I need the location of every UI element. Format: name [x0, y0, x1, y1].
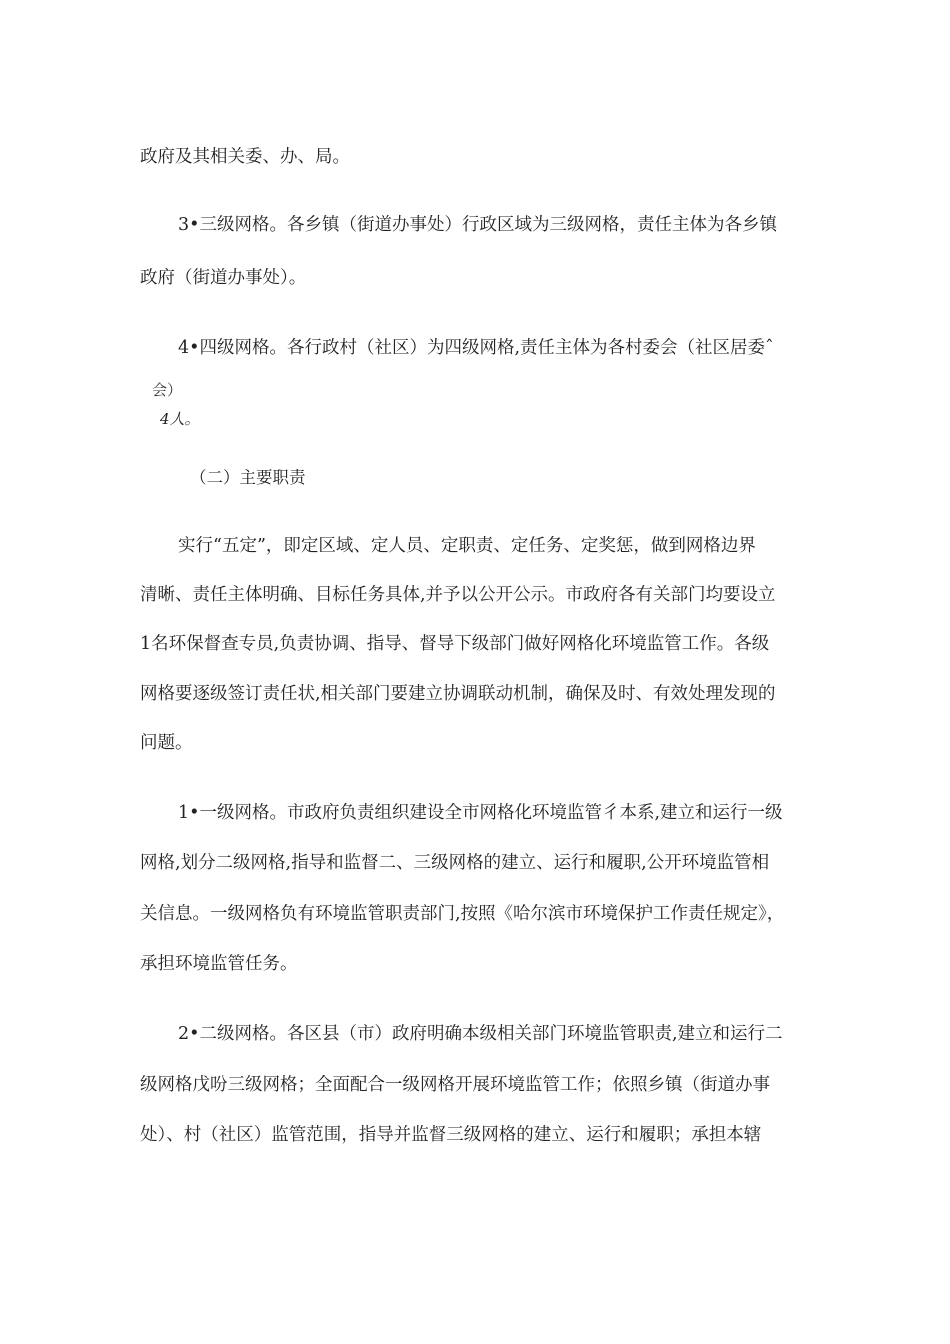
text-line: 1•一级网格。市政府负责组织建设全市网格化环境监管彳本系,建立和运行一级	[178, 803, 783, 823]
text-line: 1名环保督查专员,负责协调、指导、督导下级部门做好网格化环境监管工作。各级	[140, 634, 770, 654]
text-line: 网格,划分二级网格,指导和监督二、三级网格的建立、运行和履职,公开环境监管相	[140, 853, 770, 873]
text-line: 会）	[152, 381, 183, 399]
text-line: 4人。	[160, 410, 200, 428]
text-line: 级网格戊吩三级网格；全面配合一级网格开展环境监管工作；依照乡镇（街道办事	[140, 1075, 770, 1095]
text-line: 承担环境监管任务。	[140, 954, 298, 974]
text-line: 4•四级网格。各行政村（社区）为四级网格,责任主体为各村委会（社区居委ˆ	[178, 338, 774, 358]
text-line: 关信息。一级网格负有环境监管职责部门,按照《哈尔滨市环境保护工作责任规定》，	[140, 904, 785, 924]
text-line: 3•三级网格。各乡镇（街道办事处）行政区域为三级网格，责任主体为各乡镇	[178, 215, 777, 235]
text-line: 处）、村（社区）监管范围，指导并监督三级网格的建立、运行和履职；承担本辖	[140, 1125, 762, 1145]
text-line: 政府（街道办事处）。	[140, 268, 307, 288]
text-line: 网格要逐级签订责任状,相关部门要建立协调联动机制，确保及时、有效处理发现的	[140, 684, 776, 704]
text-line: 实行“五定”，即定区域、定人员、定职责、定任务、定奖惩，做到网格边界	[178, 536, 756, 556]
section-heading: （二）主要职责	[190, 468, 306, 487]
text-line: 清晰、责任主体明确、目标任务具体,并予以公开公示。市政府各有关部门均要设立	[140, 585, 776, 605]
text-line: 政府及其相关委、办、局。	[140, 147, 350, 167]
text-line: 问题。	[140, 733, 193, 753]
text-line: 2•二级网格。各区县（市）政府明确本级相关部门环境监管职责,建立和运行二	[178, 1024, 783, 1044]
